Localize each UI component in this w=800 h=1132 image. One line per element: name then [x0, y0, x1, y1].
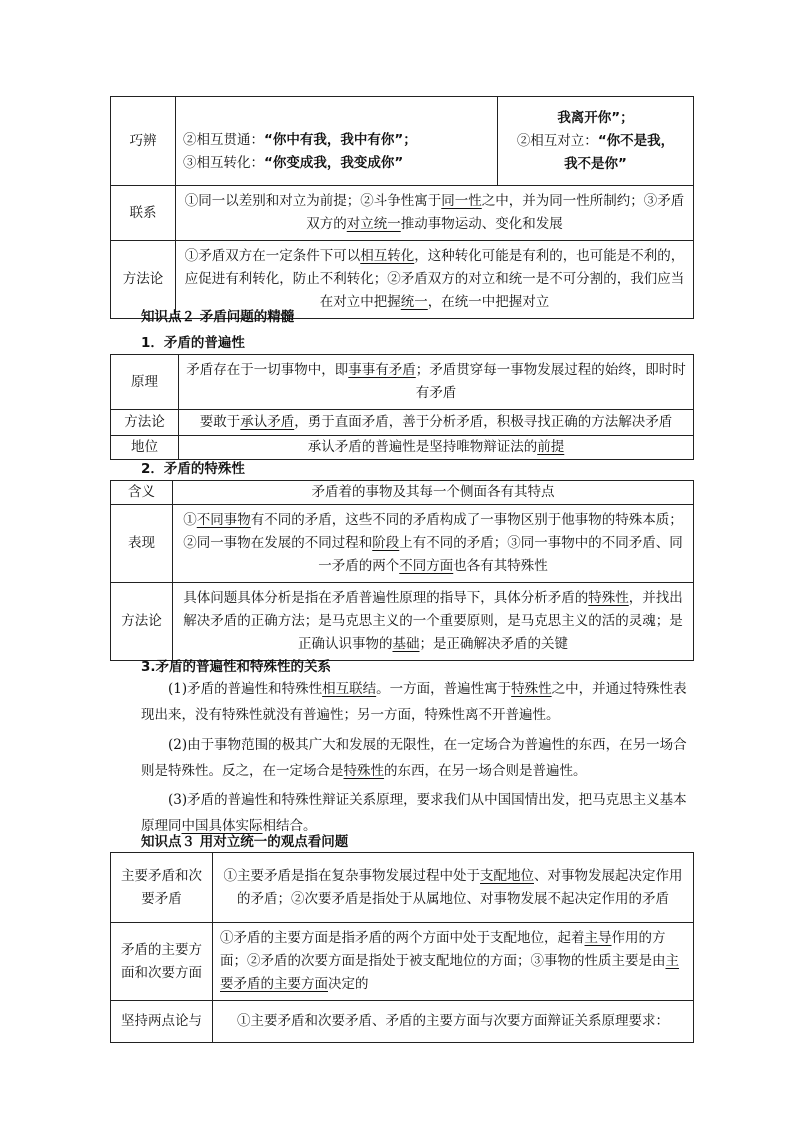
- method-2-content: 具体问题具体分析是指在矛盾普遍性原理的指导下，具体分析矛盾的特殊性，并找出解决矛盾的正确方法；是马克思主义的一个重要原则，是马克思主义的活的灵魂；是正确认识事物的基础；是正确解决矛盾的关键: [173, 583, 694, 661]
- row-label-lianxi: 联系: [111, 186, 176, 241]
- qiaobian-left-cell: ②相互贯通：“你中有我，我中有你”； ③相互转化：“你变成我，我变成你”: [176, 97, 498, 186]
- expression-content: ①不同事物有不同的矛盾，这些不同的矛盾构成了一事物区别于他事物的特殊本质；②同一事物在发展的不同过程和阶段上有不同的矛盾；③同一事物中的不同矛盾、同一矛盾的两个不同方面也各有其特殊性: [173, 505, 694, 583]
- table-row: [111, 583, 694, 661]
- table-row: [111, 97, 694, 186]
- table-row: [111, 186, 694, 241]
- row-label-fangfalun: 方法论: [111, 241, 176, 319]
- row-label-method-2: 方法论: [111, 583, 173, 661]
- row-label-qiaobian: 巧辨: [111, 97, 176, 186]
- method-content: 要敢于承认矛盾，勇于直面矛盾，善于分析矛盾，积极寻找正确的方法解决矛盾: [179, 410, 694, 436]
- qiaobian-right-cell: 我离开你”； ②相互对立：“你不是我， 我不是你”: [498, 97, 694, 186]
- status-content: 承认矛盾的普遍性是坚持唯物辩证法的前提: [179, 436, 694, 460]
- paragraph-2: (2)由于事物范围的极其广大和发展的无限性，在一定场合为普遍性的东西，在另一场合则是特殊性。反之，在一定场合是特殊性的东西，在另一场合则是普遍性。: [141, 737, 687, 779]
- row-label-two-points: 坚持两点论与: [111, 1001, 213, 1043]
- paragraph-1: (1)矛盾的普遍性和特殊性相互联结。一方面，普遍性寓于特殊性之中，并通过特殊性表现出来，没有特殊性就没有普遍性；另一方面，特殊性离不开普遍性。: [141, 681, 687, 723]
- section-heading-2: 知识点２ 矛盾问题的精髓: [141, 309, 295, 325]
- table-row: [111, 481, 694, 505]
- lianxi-content: ①同一以差别和对立为前提；②斗争性寓于同一性之中，并为同一性所制约；③矛盾双方的对立统一推动事物运动、变化和发展: [176, 186, 694, 241]
- table-row: [111, 1001, 694, 1043]
- section-heading-3: 知识点３ 用对立统一的观点看问题: [141, 834, 349, 850]
- subheading-universality: 1．矛盾的普遍性: [141, 335, 245, 351]
- row-label-status: 地位: [111, 436, 179, 460]
- row-label-expression: 表现: [111, 505, 173, 583]
- table-row: [111, 505, 694, 583]
- table-unity-view: [110, 852, 694, 1043]
- subheading-relation: 3.矛盾的普遍性和特殊性的关系: [141, 659, 332, 675]
- main-aspect-content: ①矛盾的主要方面是指矛盾的两个方面中处于支配地位，起着主导作用的方面；②矛盾的次要方面是指处于被支配地位的方面；③事物的性质主要是由主要矛盾的主要方面决定的: [213, 923, 694, 1001]
- paragraph-3: (3)矛盾的普遍性和特殊性辩证关系原理，要求我们从中国国情出发，把马克思主义基本原理同中国具体实际相结合。: [141, 792, 687, 834]
- table-particularity: [110, 480, 694, 661]
- row-label-method: 方法论: [111, 410, 179, 436]
- main-contradiction-content: ①主要矛盾是指在复杂事物发展过程中处于支配地位、对事物发展起决定作用的矛盾；②次要矛盾是指处于从属地位、对事物发展不起决定作用的矛盾: [213, 853, 694, 923]
- meaning-content: 矛盾着的事物及其每一个侧面各有其特点: [173, 481, 694, 505]
- subheading-particularity: 2．矛盾的特殊性: [141, 461, 245, 477]
- table-row: [111, 853, 694, 923]
- two-points-content: ①主要矛盾和次要矛盾、矛盾的主要方面与次要方面辩证关系原理要求：: [213, 1001, 694, 1043]
- row-label-main-contradiction: 主要矛盾和次要矛盾: [111, 853, 213, 923]
- table-contradiction-unity: [110, 96, 694, 319]
- fangfalun-content: ①矛盾双方在一定条件下可以相互转化，这种转化可能是有利的，也可能是不利的，应促进有利转化，防止不利转化；②矛盾双方的对立和统一是不可分割的，我们应当在对立中把握统一，在统一中把握对立: [176, 241, 694, 319]
- yuanli-content: 矛盾存在于一切事物中，即事事有矛盾；矛盾贯穿每一事物发展过程的始终，即时时有矛盾: [179, 355, 694, 410]
- table-row: [111, 923, 694, 1001]
- table-row: [111, 436, 694, 460]
- table-row: [111, 410, 694, 436]
- row-label-meaning: 含义: [111, 481, 173, 505]
- row-label-main-aspect: 矛盾的主要方面和次要方面: [111, 923, 213, 1001]
- table-row: [111, 355, 694, 410]
- row-label-yuanli: 原理: [111, 355, 179, 410]
- table-universality: [110, 354, 694, 460]
